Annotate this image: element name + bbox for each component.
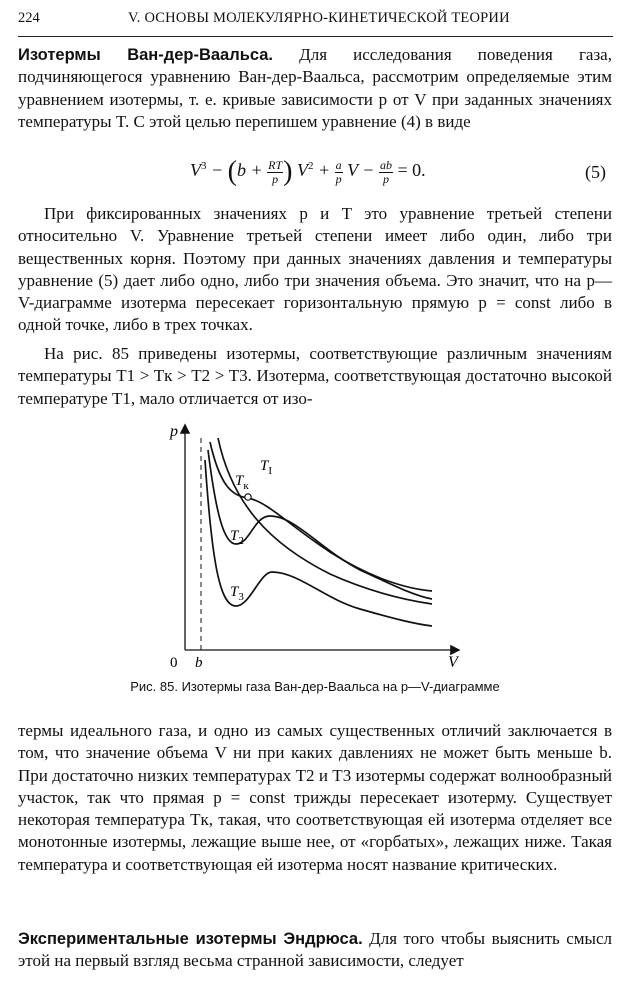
header-rule <box>18 36 613 37</box>
paragraph-text: Для того чтобы выяснить смысл этой на первый взгляд весьма странной зависимости, следует <box>18 929 612 971</box>
isotherm-figure <box>150 414 470 672</box>
x-axis-label: V <box>448 654 458 671</box>
section-title-vdw: Изотермы Ван-дер-Ваальса. <box>18 46 273 64</box>
origin-label: 0 <box>170 655 178 671</box>
label-t1: $T_I$ <box>260 458 273 477</box>
paragraph-text: При фиксированных значениях p и T это уравнение третьей степени относительно V. Уравнение третьей степени имеет либо один, либо три вещественных корня. Поэтому при данных значениях давления и температуры уравнение (5) дает либо одно, либо три значения объема. Это значит, что на p—V-диаграмме изотерма пересекает горизонтальную прямую p = const либо в одной точке, либо в трех точках. <box>18 204 612 335</box>
critical-point <box>245 494 251 500</box>
paragraph-andrews <box>18 928 612 973</box>
paragraph-vdw-intro <box>18 44 612 133</box>
figure-caption: Рис. 85. Изотермы газа Ван-дер-Ваальса на p—V-диаграмме <box>130 679 500 694</box>
paragraph-fig-ref <box>18 343 612 410</box>
y-axis-label: p <box>170 423 178 440</box>
paragraph-cubic-roots <box>18 203 612 337</box>
b-label: b <box>195 655 203 671</box>
label-t2: $T_2$ <box>230 528 244 547</box>
section-title-andrews: Экспериментальные изотермы Эндрюса. <box>18 930 363 948</box>
label-t3: $T_3$ <box>230 584 244 603</box>
cubic-equation: $V^3 - (b$ + $\frac{RT}{p}$ ) $V^2$ + $\frac{a}{p}$ V − $\frac{ab}{p}$ = 0. <box>190 156 426 187</box>
equation-5 <box>18 156 612 192</box>
paragraph-isotherm-desc <box>18 720 612 876</box>
label-tk: $T_к$ <box>235 473 249 492</box>
isotherm-t1 <box>218 438 432 604</box>
page-number: 224 <box>18 10 40 26</box>
running-title: V. ОСНОВЫ МОЛЕКУЛЯРНО-КИНЕТИЧЕСКОЙ ТЕОРИИ <box>128 10 510 26</box>
page-header <box>18 10 613 32</box>
paragraph-text: Для исследования поведения газа, подчиняющегося уравнению Ван-дер-Ваальса, рассмотрим определяемые этим уравнением изотермы, т. е. кривые зависимости p от V при заданных значениях температуры T. С этой целью перепишем уравнение (4) в виде <box>18 45 612 131</box>
paragraph-text: На рис. 85 приведены изотермы, соответствующие различным значениям температуры T1 > Tк > T2 > T3. Изотерма, соответствующая достаточно высокой температуре T1, мало отличается от изо- <box>18 344 612 408</box>
paragraph-text: термы идеального газа, и одно из самых существенных отличий заключается в том, что значение объема V ни при каких давлениях не может быть меньше b. При достаточно низких температурах T2 и T3 изотермы содержат волнообразный участок, так что прямая p = const трижды пересекает изотерму. Существует некоторая температура Tк, такая, что соответствующая ей изотерма отделяет все монотонные изотермы, лежащие выше нее, от «горбатых», лежащих ниже. Такая температура и соответствующая ей изотерма носят название критических. <box>18 721 612 874</box>
equation-number: (5) <box>585 162 606 182</box>
